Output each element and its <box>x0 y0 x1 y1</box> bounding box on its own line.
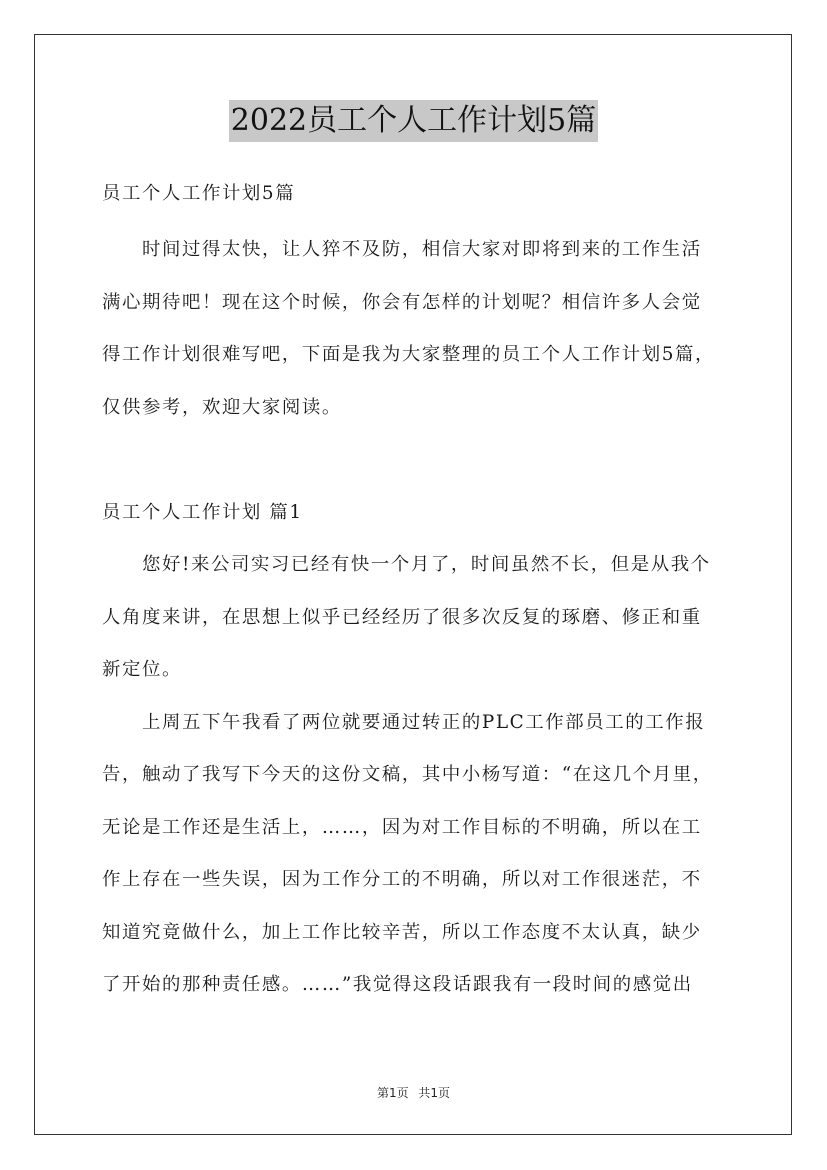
blank-line <box>102 444 727 497</box>
page-number: 第1页 <box>376 1086 409 1100</box>
paragraph-line: 上周五下午我看了两位就要通过转正的PLC工作部员工的工作报 <box>142 711 706 733</box>
paragraph-line: 仅供参考，欢迎大家阅读。 <box>102 396 342 418</box>
paragraph-line: 知道究竟做什么，加上工作比较辛苦，所以工作态度不太认真，缺少 <box>102 921 702 943</box>
paragraph-line: 满心期待吧！现在这个时候，你会有怎样的计划呢？相信许多人会觉 <box>102 291 702 313</box>
section-heading: 员工个人工作计划 篇1 <box>102 501 303 523</box>
paragraph-line: 您好!来公司实习已经有快一个月了，时间虽然不长，但是从我个 <box>142 554 711 575</box>
paragraph-line: 得工作计划很难写吧，下面是我为大家整理的员工个人工作计划5篇， <box>102 344 716 365</box>
paragraph-line: 作上存在一些失误，因为工作分工的不明确，所以对工作很迷茫，不 <box>102 869 702 890</box>
page-footer <box>0 1084 827 1101</box>
paragraph-line: 了开始的那种责任感。……”我觉得这段话跟我有一段时间的感觉出 <box>102 974 693 995</box>
paragraph-line: 新定位。 <box>102 659 182 680</box>
paragraph-line: 告，触动了我写下今天的这份文稿，其中小杨写道：“在这几个月里， <box>102 764 713 785</box>
section-heading: 员工个人工作计划5篇 <box>102 183 296 204</box>
page-total: 共1页 <box>418 1086 451 1100</box>
document-body <box>102 178 727 1022</box>
document-title: 2022员工个人工作计划5篇 <box>229 100 598 142</box>
paragraph-line: 时间过得太快，让人猝不及防，相信大家对即将到来的工作生活 <box>142 239 702 260</box>
paragraph-line: 人角度来讲，在思想上似乎已经经历了很多次反复的琢磨、修正和重 <box>102 606 702 628</box>
paragraph-line: 无论是工作还是生活上，……，因为对工作目标的不明确，所以在工 <box>102 816 702 838</box>
title-container <box>0 100 827 142</box>
